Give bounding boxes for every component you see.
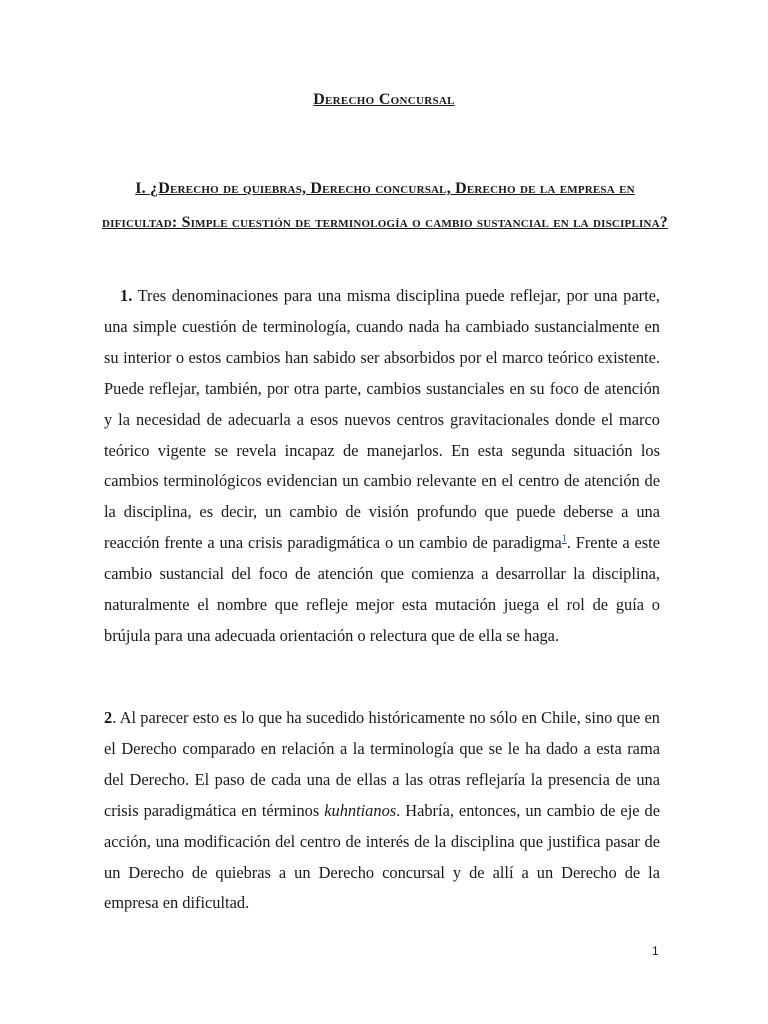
- footnote-ref-1[interactable]: 1: [561, 533, 567, 545]
- page-number: 1: [652, 944, 659, 958]
- paragraph-2-number: 2: [104, 708, 113, 727]
- paragraph-1-text-b: . Frente a este cambio sustancial del foco de atención que comienza a desarrollar la disciplina, naturalmente el nombre que refleje mejor esta mutación juega el rol de guía o brújula para una adecuada orientación o relectura que de ella se haga.: [104, 533, 660, 645]
- paragraph-1-number: 1.: [120, 286, 133, 305]
- section-heading-text: ¿Derecho de quiebras, Derecho concursal, Derecho de la empresa en dificultad: Simple cuestión de terminología o cambio sustancial en la disciplina?: [102, 180, 668, 231]
- paragraph-2-text-b: . Habría, entonces, un cambio de eje de acción, una modificación del centro de interés de la disciplina que justifica pasar de un Derecho de quiebras a un Derecho concursal y de allí a un Derecho de la empresa en dificultad.: [104, 800, 660, 913]
- section-heading-prefix: I.: [135, 180, 151, 197]
- paragraph-2: [104, 703, 660, 919]
- paragraph-1: [104, 281, 660, 652]
- paragraph-2-italic-term: kuhntianos: [324, 800, 397, 820]
- document-title: Derecho Concursal: [313, 91, 455, 108]
- paragraph-1-text-a: Tres denominaciones para una misma disciplina puede reflejar, por una parte, una simple cuestión de terminología, cuando nada ha cambiado sustancialmente en su interior o estos cambios han sabido ser absorbidos por el marco teórico existente. Puede reflejar, también, por otra parte, cambios sustanciales en su foco de atención y la necesidad de adecuarla a esos nuevos centros gravitacionales donde el marco teórico vigente se revela incapaz de manejarlos. En esta segunda situación los cambios terminológicos evidencian un cambio relevante en el centro de atención de la disciplina, es decir, un cambio de visión profundo que puede deberse a una reacción frente a una crisis paradigmática o un cambio de paradigma: [104, 286, 660, 553]
- section-heading: [100, 172, 670, 240]
- paragraph-2-text-a: . Al parecer esto es lo que ha sucedido históricamente no sólo en Chile, sino que en el Derecho comparado en relación a la terminología que se le ha dado a esta rama del Derecho. El paso de cada una de ellas a las otras reflejaría la presencia de una crisis paradigmática en términos: [104, 708, 660, 820]
